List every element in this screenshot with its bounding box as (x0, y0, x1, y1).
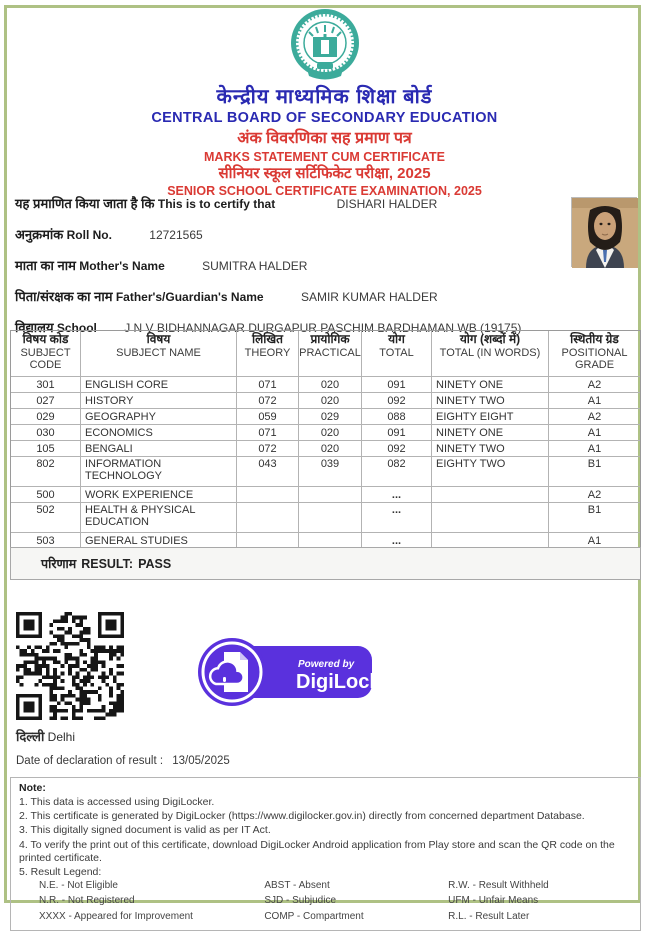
note-item: 2. This certificate is generated by DigiLocker (https://www.digilocker.gov.in) directly from concerned department Database. (19, 810, 585, 823)
result-box (10, 547, 641, 580)
digilocker-badge (196, 636, 400, 708)
school-label-english: School (56, 321, 97, 335)
cell-name: HISTORY (80, 393, 236, 408)
col-subject-code: विषय कोड SUBJECT CODE (20, 332, 71, 372)
cell-total: 091 (361, 425, 431, 440)
result-legend (19, 880, 632, 927)
doc-title-english: MARKS STATEMENT CUM CERTIFICATE (204, 149, 445, 164)
father-label-english: Father's/Guardian's Name (115, 290, 264, 304)
place-english: Delhi (47, 730, 76, 744)
col-subject-name: विषय SUBJECT NAME (80, 331, 236, 376)
cell-theory (236, 503, 298, 532)
board-name-english: CENTRAL BOARD OF SECONDARY EDUCATION (151, 110, 498, 127)
note-box (10, 777, 641, 931)
cell-total: 092 (361, 441, 431, 456)
qr-code (16, 612, 124, 720)
result-label-english: RESULT: (81, 556, 134, 571)
table-row (11, 424, 640, 440)
cell-total: 091 (361, 377, 431, 392)
cell-theory (236, 487, 298, 502)
mother-label-hindi: माता का नाम (15, 258, 76, 273)
date-value: 13/05/2025 (172, 755, 230, 767)
cell-words: NINETY TWO (431, 441, 548, 456)
certify-label-english: This is to certify that (157, 197, 276, 211)
mother-label-english: Mother's Name (79, 259, 165, 273)
roll-label-english: Roll No. (66, 228, 112, 242)
cell-code: 301 (36, 378, 55, 391)
note-title: Note: (19, 782, 46, 794)
legend-item: R.L. - Result Later (448, 910, 530, 922)
cell-grade: A1 (548, 425, 640, 440)
legend-item: N.E. - Not Eligible (39, 879, 118, 891)
certify-label-hindi: यह प्रमाणित किया जाता है कि (15, 196, 155, 211)
table-row (11, 440, 640, 456)
powered-by-text: Powered by (298, 659, 355, 670)
cell-theory: 071 (236, 425, 298, 440)
header (0, 86, 649, 198)
cell-grade: A1 (548, 441, 640, 456)
cell-name: GENERAL STUDIES (80, 533, 236, 548)
father-row (15, 287, 560, 305)
table-row (11, 376, 640, 392)
table-row (11, 456, 640, 486)
cbse-emblem-icon (277, 7, 373, 87)
exam-title-hindi: सीनियर स्कूल सर्टिफिकेट परीक्षा, 2025 (218, 164, 431, 182)
cell-name: INFORMATION TECHNOLOGY (80, 457, 236, 486)
cell-grade: A1 (548, 533, 640, 548)
cell-theory: 059 (236, 409, 298, 424)
cell-words: NINETY ONE (431, 425, 548, 440)
result-label-hindi: परिणाम (41, 557, 77, 571)
note-item: 4. To verify the print out of this certificate, download DigiLocker Android application from Play store and scan the QR code on the printed certificate. (19, 838, 615, 864)
cell-words (431, 533, 548, 548)
father-name: SAMIR KUMAR HALDER (300, 290, 438, 304)
table-row (11, 532, 640, 548)
mother-row (15, 256, 560, 274)
marks-table-header (11, 331, 640, 376)
cell-total: 082 (361, 457, 431, 486)
col-theory: लिखित THEORY (236, 331, 298, 376)
cell-practical: 020 (298, 441, 361, 456)
cell-practical (298, 487, 361, 502)
cell-grade: A2 (548, 487, 640, 502)
col-grade: स्थितीय ग्रेड POSITIONAL GRADE (548, 331, 640, 376)
cell-theory (236, 533, 298, 548)
digilocker-brand-text: DigiLocker (296, 671, 400, 693)
mother-name: SUMITRA HALDER (202, 259, 308, 273)
table-row (11, 408, 640, 424)
place-hindi: दिल्ली (16, 729, 45, 744)
table-row (11, 392, 640, 408)
declaration-date-line (16, 755, 236, 767)
cell-theory: 072 (236, 393, 298, 408)
col-total: योग TOTAL (361, 331, 431, 376)
cell-practical: 020 (298, 393, 361, 408)
school-name: J N V BIDHANNAGAR DURGAPUR PASCHIM BARDHAMAN WB (19175) (124, 321, 522, 335)
legend-item: R.W. - Result Withheld (448, 879, 549, 891)
cell-words: EIGHTY TWO (431, 457, 548, 486)
table-row (11, 502, 640, 532)
marks-table (10, 330, 641, 549)
cell-words: NINETY ONE (431, 377, 548, 392)
cell-code: 500 (36, 488, 55, 501)
cell-code: 105 (36, 442, 55, 455)
cell-theory: 071 (236, 377, 298, 392)
student-details (15, 194, 560, 349)
date-label: Date of declaration of result : (16, 755, 164, 767)
cell-name: WORK EXPERIENCE (80, 487, 236, 502)
roll-number: 12721565 (149, 228, 203, 242)
cell-total: 088 (361, 409, 431, 424)
cell-words: NINETY TWO (431, 393, 548, 408)
cell-words (431, 503, 548, 532)
roll-row (15, 225, 560, 243)
cell-practical: 020 (298, 377, 361, 392)
cell-practical (298, 533, 361, 548)
student-name: DISHARI HALDER (336, 197, 438, 211)
col-total-words: योग (शब्दों में) TOTAL (IN WORDS) (431, 331, 548, 376)
cell-practical (298, 503, 361, 532)
cell-practical: 020 (298, 425, 361, 440)
cell-total: ... (361, 503, 431, 532)
place-line (16, 727, 75, 745)
cell-code: 029 (36, 410, 55, 423)
legend-title: 5. Result Legend: (19, 865, 102, 878)
cell-theory: 043 (236, 457, 298, 486)
cell-name: ECONOMICS (80, 425, 236, 440)
cell-grade: B1 (548, 503, 640, 532)
certify-row (15, 194, 560, 212)
cell-theory: 072 (236, 441, 298, 456)
legend-item: N.R. - Not Registered (39, 895, 135, 907)
father-label-hindi: पिता/संरक्षक का नाम (15, 289, 113, 304)
cell-total: ... (361, 487, 431, 502)
cell-grade: A2 (548, 377, 640, 392)
cell-code: 503 (36, 534, 55, 547)
legend-item: UFM - Unfair Means (448, 895, 539, 907)
cell-grade: A1 (548, 393, 640, 408)
cell-total: 092 (361, 393, 431, 408)
cell-words (431, 487, 548, 502)
student-photo (571, 197, 637, 267)
legend-item: XXXX - Appeared for Improvement (39, 910, 193, 922)
cell-grade: A2 (548, 409, 640, 424)
cell-grade: B1 (548, 457, 640, 486)
board-name-hindi: केन्द्रीय माध्यमिक शिक्षा बोर्ड (216, 86, 433, 108)
result-value: PASS (138, 556, 172, 571)
legend-item: COMP - Compartment (264, 910, 364, 922)
table-row (11, 486, 640, 502)
cell-total: ... (361, 533, 431, 548)
note-item: 3. This digitally signed document is valid as per IT Act. (19, 824, 271, 837)
cell-name: HEALTH & PHYSICAL EDUCATION (80, 503, 236, 532)
legend-item: ABST - Absent (264, 879, 330, 891)
roll-label-hindi: अनुक्रमांक (15, 227, 64, 242)
cell-words: EIGHTY EIGHT (431, 409, 548, 424)
doc-title-hindi: अंक विवरणिका सह प्रमाण पत्र (237, 129, 412, 147)
cell-code: 802 (36, 458, 55, 470)
cell-practical: 039 (298, 457, 361, 486)
cell-code: 027 (36, 394, 55, 407)
cell-name: ENGLISH CORE (80, 377, 236, 392)
exam-title-english: SENIOR SCHOOL CERTIFICATE EXAMINATION, 2025 (167, 184, 482, 199)
col-practical: प्रायोगिक PRACTICAL (298, 331, 361, 376)
cell-code: 502 (36, 504, 55, 516)
note-item: 1. This data is accessed using DigiLocker. (19, 796, 215, 809)
legend-item: SJD - Subjudice (264, 895, 337, 907)
cell-code: 030 (36, 426, 55, 439)
cell-name: BENGALI (80, 441, 236, 456)
cell-name: GEOGRAPHY (80, 409, 236, 424)
cell-practical: 029 (298, 409, 361, 424)
school-label-hindi: विद्यालय (15, 320, 54, 335)
